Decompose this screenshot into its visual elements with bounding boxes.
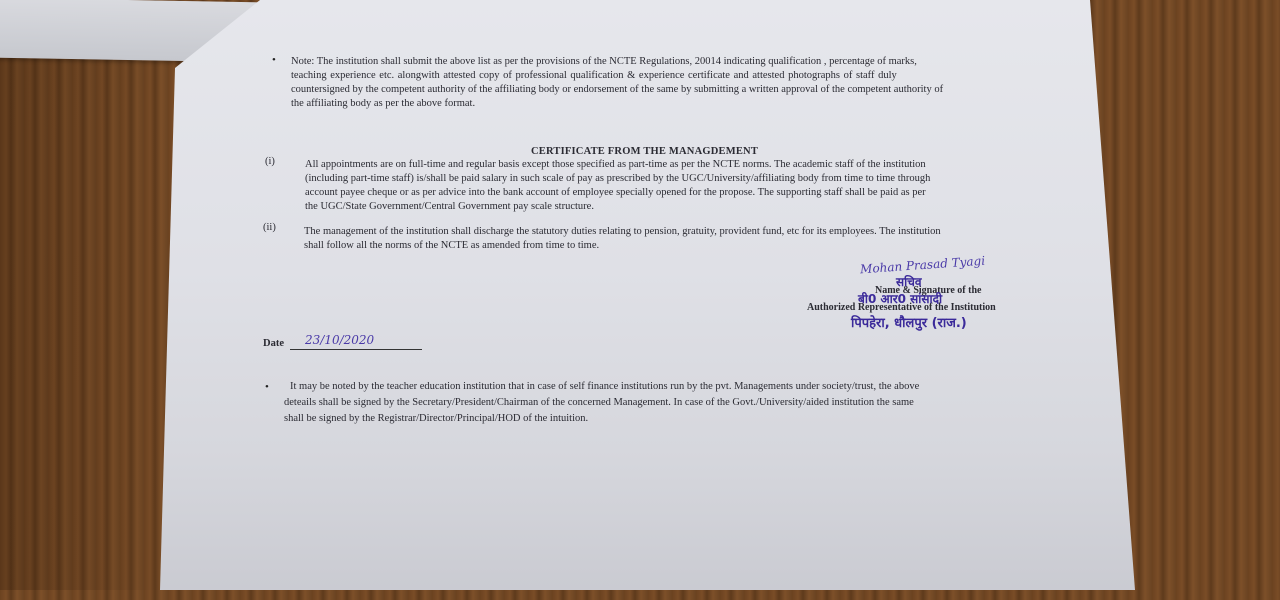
note-line-1: Note: The institution shall submit the above list as per the provisions of the NCTE Regulations, 20014 indicating qualification , percentage of marks, [291,56,917,67]
date-value: 23/10/2020 [305,333,375,347]
signature-label-2: Authorized Representative of the Institution [807,302,996,313]
footnote-bullet-icon: • [265,381,269,393]
item-1-line-1: All appointments are on full-time and regular basis except those specified as part-time as per the NCTE norms. The academic staff of the institution [305,159,926,170]
footnote-line-1: It may be noted by the teacher education institution that in case of self finance institutions run by the pvt. Managements under society/trust, the above [290,381,920,392]
item-2-line-2: shall follow all the norms of the NCTE as amended from time to time. [304,240,600,251]
date-label: Date [263,338,284,349]
certificate-heading: CERTIFICATE FROM THE MANAGDEMENT [531,146,759,157]
item-number: (i) [265,156,275,167]
item-2-line-1: The management of the institution shall discharge the statutory duties relating to pension, gratuity, provident fund, etc for its employees. The institution [304,226,941,237]
handwritten-signature: Mohan Prasad Tyagi [859,253,986,277]
item-1-line-3: account payee cheque or as per advice into the bank account of employee specially opened for the propose. The supporting staff shall be paid as per [305,187,926,198]
item-number: (ii) [263,222,276,233]
note-line-3: countersigned by the competent authority of the affiliating body or endorsement of the same by submitting a written approval of the competent authority of [291,84,944,95]
note-line-4: the affiliating body as per the above format. [291,98,476,109]
note-bullet-icon: • [272,54,276,66]
desk-surface [0,0,170,590]
footnote-line-3: shall be signed by the Registrar/Director/Principal/HOD of the intuition. [284,413,589,424]
item-1-line-2: (including part-time staff) is/shall be paid salary in such scale of pay as prescribed by the UGC/University/affiliating body from time to time through [305,173,931,184]
footnote-line-2: deteails shall be signed by the Secretary/President/Chairman of the concerned Management. In case of the Govt./University/aided institution the same [284,397,914,408]
note-line-2: teaching experience etc. alongwith attested copy of professional qualification & experience certificate and attested photographs of staff duly [291,70,897,81]
stamp-title: सचिव [896,275,922,289]
signature-label-1: Name & Signature of the [875,285,982,296]
item-1-line-4: the UGC/State Government/Central Government pay scale structure. [305,201,594,212]
date-underline [290,349,422,350]
stamp-name: बी0 आर0 सांसादी [858,292,943,306]
stamp-address: पिपहेरा, धौलपुर (राज.) [851,316,967,331]
